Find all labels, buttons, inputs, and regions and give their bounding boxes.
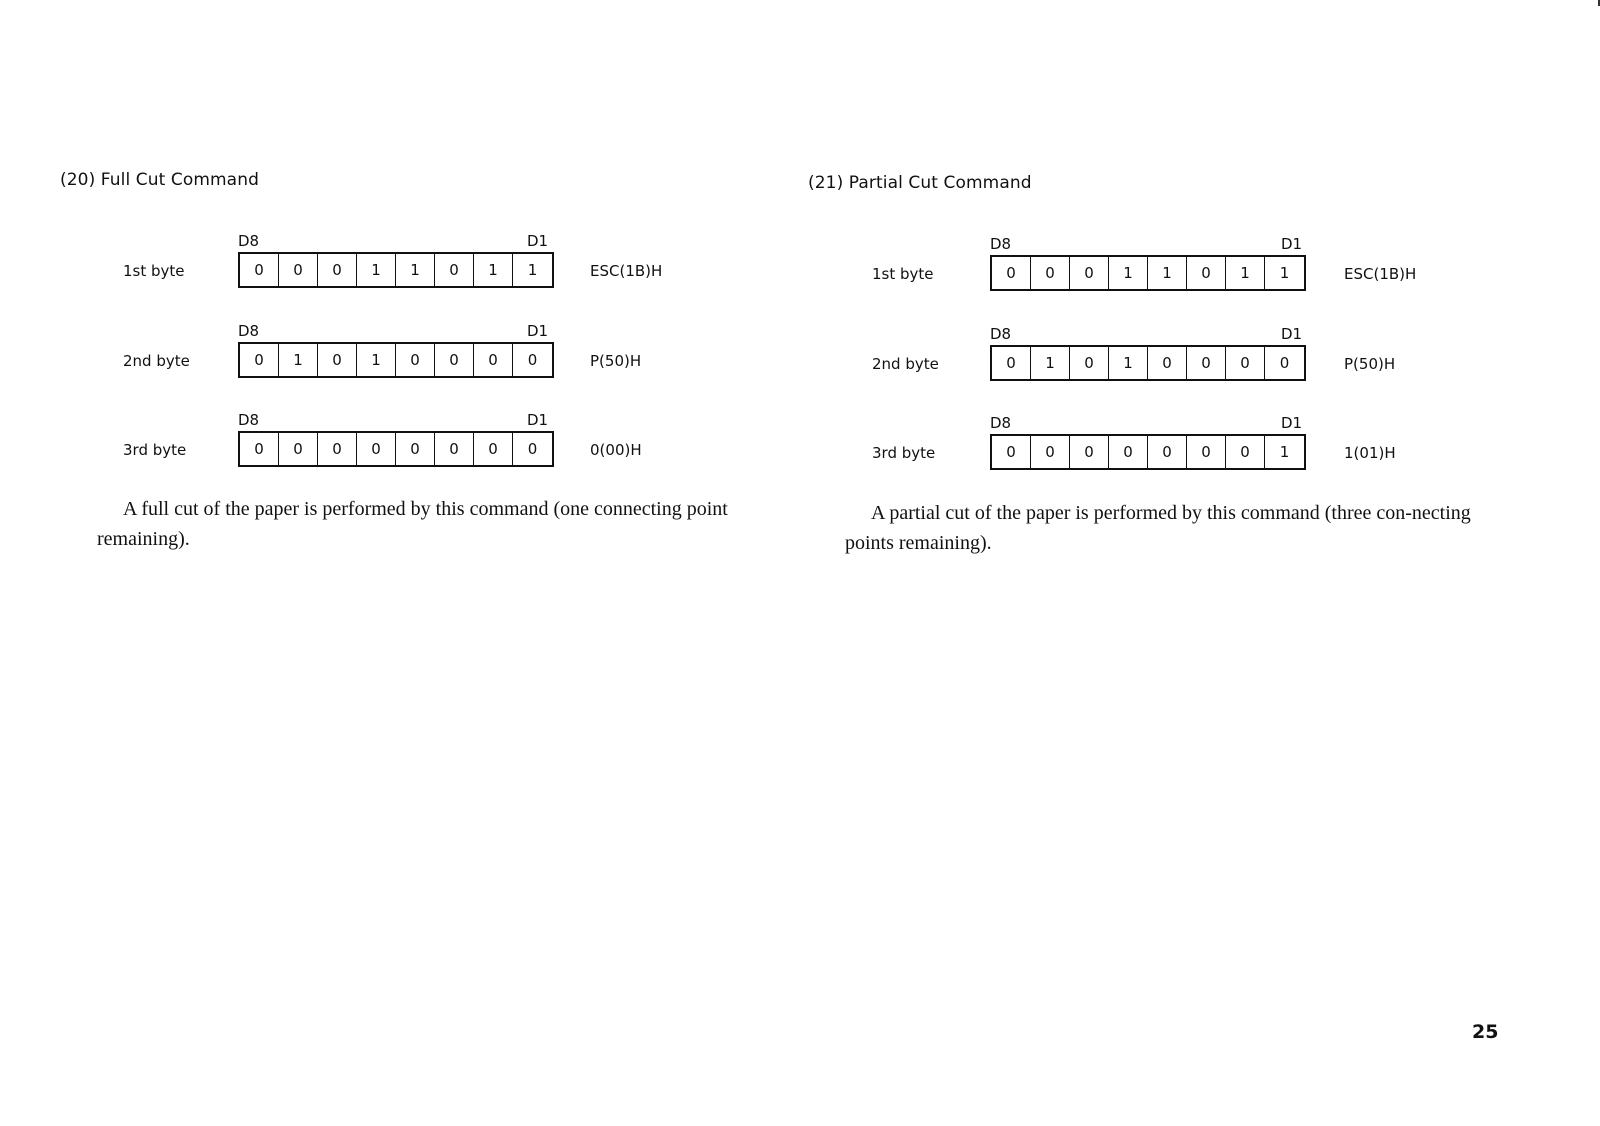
bit-cell: 0	[279, 433, 318, 465]
bit-cell: 0	[992, 436, 1031, 468]
bit-high-label: D8	[238, 232, 260, 250]
bit-cell: 1	[1148, 257, 1187, 289]
bit-cell: 1	[279, 344, 318, 376]
bit-low-label: D1	[1281, 235, 1303, 253]
bit-cell: 1	[1109, 257, 1148, 289]
bit-cell: 0	[240, 254, 279, 286]
bit-high-label: D8	[238, 411, 260, 429]
bit-cell: 0	[435, 344, 474, 376]
bit-low-label: D1	[527, 322, 549, 340]
byte-row	[123, 322, 843, 382]
bit-cell: 0	[240, 344, 279, 376]
bit-cell: 1	[396, 254, 435, 286]
bit-cell: 1	[474, 254, 513, 286]
full-cut-description: A full cut of the paper is performed by this command (one connecting point remaining).	[97, 498, 728, 550]
hex-value: ESC(1B)H	[590, 262, 663, 280]
byte-label: 3rd byte	[872, 444, 936, 462]
bit-cell: 0	[435, 254, 474, 286]
bit-cell: 0	[1148, 436, 1187, 468]
bit-cell: 1	[357, 254, 396, 286]
bit-cell: 0	[435, 433, 474, 465]
bit-cell: 0	[318, 254, 357, 286]
page-number: 25	[1472, 1021, 1499, 1043]
bit-cell: 0	[527, 351, 538, 369]
bit-cell: 0	[1187, 436, 1226, 468]
bit-cell: 1	[357, 344, 396, 376]
byte-label: 1st byte	[872, 265, 934, 283]
bit-boxes	[238, 342, 554, 378]
byte-row	[872, 235, 1592, 295]
bit-cell: 0	[318, 433, 357, 465]
byte-row	[872, 325, 1592, 385]
bit-low-label: D1	[527, 232, 549, 250]
bit-cell: 0	[318, 344, 357, 376]
byte-label: 3rd byte	[123, 441, 187, 459]
bit-cell: 0	[1070, 436, 1109, 468]
bit-high-label: D8	[238, 322, 260, 340]
bit-high-label: D8	[990, 235, 1012, 253]
byte-label: 2nd byte	[872, 355, 939, 373]
bit-cell: 0	[474, 344, 513, 376]
bit-cell: 0	[279, 254, 318, 286]
bit-cell: 0	[1148, 347, 1187, 379]
byte-row	[123, 232, 843, 292]
bit-cell: 1	[1279, 264, 1290, 282]
bit-cell: 0	[396, 433, 435, 465]
bit-cell: 1	[1279, 443, 1290, 461]
bit-cell: 0	[396, 344, 435, 376]
bit-high-label: D8	[990, 325, 1012, 343]
bit-cell: 0	[1031, 257, 1070, 289]
bit-cell: 0	[1031, 436, 1070, 468]
bit-cell: 1	[1031, 347, 1070, 379]
hex-value: 1(01)H	[1344, 444, 1396, 462]
hex-value: P(50)H	[1344, 355, 1396, 373]
bit-boxes	[238, 431, 554, 467]
bit-cell: 0	[1226, 347, 1265, 379]
hex-value: 0(00)H	[590, 441, 642, 459]
bit-cell: 0	[474, 433, 513, 465]
bit-boxes	[990, 345, 1306, 381]
bit-cell: 0	[357, 433, 396, 465]
bit-boxes	[238, 252, 554, 288]
bit-cell: 1	[527, 261, 538, 279]
byte-label: 2nd byte	[123, 352, 190, 370]
bit-cell: 0	[1187, 347, 1226, 379]
byte-label: 1st byte	[123, 262, 185, 280]
bit-cell: 0	[1109, 436, 1148, 468]
bit-cell: 0	[1187, 257, 1226, 289]
bit-high-label: D8	[990, 414, 1012, 432]
bit-cell: 1	[1226, 257, 1265, 289]
bit-cell: 0	[1070, 257, 1109, 289]
hex-value: P(50)H	[590, 352, 642, 370]
section-title-partial-cut: (21) Partial Cut Command	[808, 173, 1032, 193]
bit-cell: 0	[992, 257, 1031, 289]
section-title-full-cut: (20) Full Cut Command	[60, 170, 259, 190]
bit-low-label: D1	[1281, 414, 1303, 432]
bit-cell: 0	[992, 347, 1031, 379]
bit-cell: 0	[1279, 354, 1290, 372]
bit-low-label: D1	[527, 411, 549, 429]
bit-boxes	[990, 434, 1306, 470]
bit-cell: 0	[240, 433, 279, 465]
hex-value: ESC(1B)H	[1344, 265, 1417, 283]
bit-cell: 0	[1226, 436, 1265, 468]
bit-cell: 1	[1109, 347, 1148, 379]
bit-low-label: D1	[1281, 325, 1303, 343]
bit-cell: 0	[1070, 347, 1109, 379]
bit-boxes	[990, 255, 1306, 291]
byte-row	[872, 414, 1592, 474]
bit-cell: 0	[527, 440, 538, 458]
partial-cut-description: A partial cut of the paper is performed by this command (three con-necting points remaining).	[845, 502, 1471, 554]
byte-row	[123, 411, 843, 471]
